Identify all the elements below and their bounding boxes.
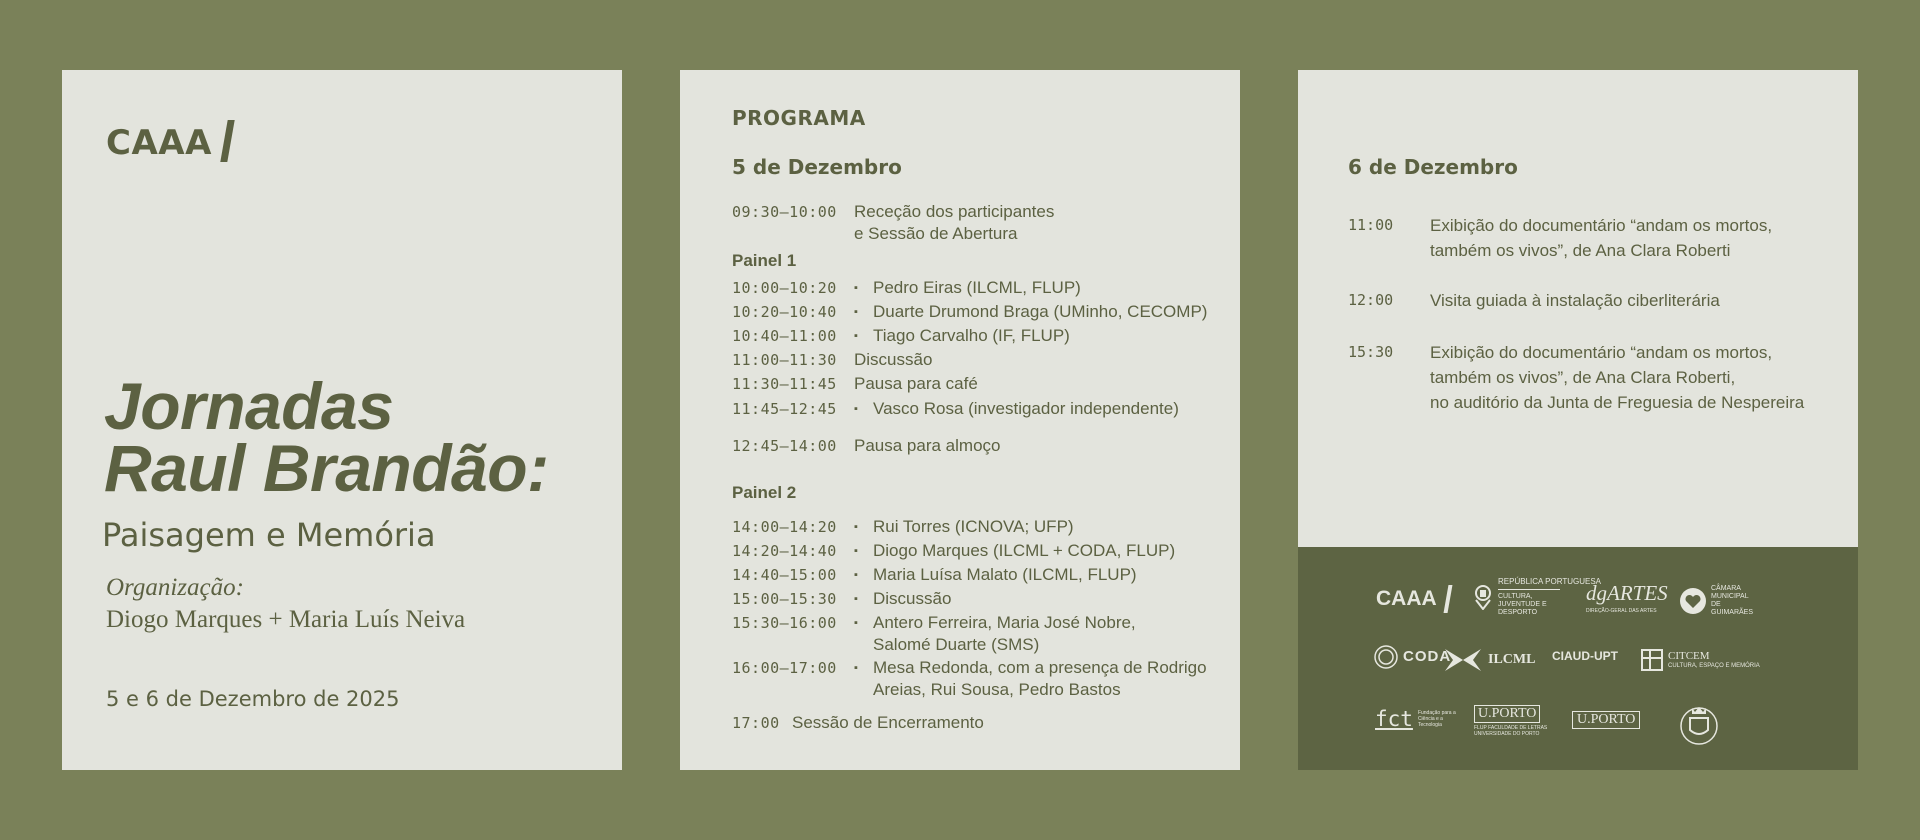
painel2-label: Painel 2 [732,483,797,502]
schedule-description [854,435,1000,457]
schedule-row [732,612,1136,654]
title-line-1: Jornadas [104,369,394,443]
schedule-time: 17:00 [732,714,780,732]
schedule-description [854,398,1179,420]
desc-line: e Sessão de Abertura [854,224,1018,243]
schedule-row [732,373,978,395]
schedule-description [1430,213,1772,263]
schedule-row [732,325,1070,347]
dgartes-sub: DIREÇÃO-GERAL DAS ARTES [1586,608,1657,614]
republica-text: REPÚBLICA PORTUGUESA [1498,577,1560,590]
schedule-description [854,277,1081,299]
schedule-time: 11:00 [1348,216,1394,234]
ilcml-text: ILCML [1488,652,1536,667]
caaa-slash-icon [220,120,234,162]
schedule-row-opening [732,201,1055,243]
desc-line: Receção dos participantes [854,202,1055,221]
schedule-time: 11:45–12:45 [732,400,837,418]
schedule-row [732,540,1176,562]
schedule-description [1430,340,1804,415]
desc-line: ▪ Discussão [873,589,952,608]
schedule-time: 11:30–11:45 [732,375,837,393]
flup-sub: FLUP FACULDADE DE LETRAS UNIVERSIDADE DO PORTO [1474,725,1548,737]
event-dates: 5 e 6 de Dezembro de 2025 [106,687,400,711]
painel1-label: Painel 1 [732,251,797,270]
schedule-time: 10:40–11:00 [732,327,837,345]
desc-line: Discussão [854,350,933,369]
coda-logo [1374,645,1452,669]
schedule-time: 15:00–15:30 [732,590,837,608]
desc-line: no auditório da Junta de Freguesia de Nespereira [1430,393,1805,412]
schedule-row [732,588,952,610]
cover-panel [62,70,622,770]
desc-line: Sessão de Encerramento [792,713,984,732]
organizers: Diogo Marques + Maria Luís Neiva [106,606,466,633]
schedule-description [1430,288,1720,313]
schedule-description [854,588,951,610]
ciaud-text: CIAUD-UPT [1552,649,1618,663]
program-heading: PROGRAMA [732,106,866,130]
caaa-sponsor-text: CAAA [1376,587,1437,610]
schedule-time: 14:40–15:00 [732,566,837,584]
desc-line: Pausa para café [854,374,978,393]
fct-text: fct [1375,707,1413,731]
desc-line: Areias, Rui Sousa, Pedro Bastos [873,680,1121,699]
desc-line: ▪ Vasco Rosa (investigador independente) [873,399,1179,418]
desc-line: ▪ Diogo Marques (ILCML + CODA, FLUP) [873,541,1176,560]
flup-logo [1474,705,1562,737]
desc-line: Pausa para almoço [854,436,1001,455]
fct-logo [1375,707,1460,731]
coat-of-arms-icon [1473,584,1493,610]
desc-line: também os vivos”, de Ana Clara Roberti [1430,241,1731,260]
caaa-logo-text: CAAA [106,123,212,163]
schedule-row-closing [732,712,984,734]
ilcml-logo [1443,647,1535,673]
dgartes-logo [1586,581,1668,615]
desc-line: Exibição do documentário “andam os mortos, [1430,216,1773,235]
desc-line: Salomé Duarte (SMS) [873,635,1040,654]
citcem-logo [1641,649,1760,671]
schedule-description [854,657,1207,701]
desc-line: ▪ Mesa Redonda, com a presença de Rodrigo [873,658,1207,677]
schedule-description [854,564,1137,586]
citcem-grid-icon [1641,649,1663,671]
schedule-row [732,564,1137,586]
schedule-time: 10:00–10:20 [732,279,837,297]
program-panel-day2 [1298,70,1858,770]
uporto-text: U.PORTO [1572,711,1640,729]
desc-line: ▪ Rui Torres (ICNOVA; UFP) [873,517,1074,536]
coda-text: CODA [1403,648,1452,665]
title-line-2: Raul Brandão: [104,431,549,505]
schedule-time: 09:30–10:00 [732,203,837,221]
schedule-time: 14:20–14:40 [732,542,837,560]
schedule-description [854,325,1070,347]
schedule-time: 14:00–14:20 [732,518,837,536]
schedule-description [854,201,1054,245]
desc-line: Exibição do documentário “andam os mortos, [1430,343,1773,362]
schedule-time: 16:00–17:00 [732,659,837,677]
camara-guimaraes-logo [1680,585,1759,617]
schedule-description [854,516,1074,538]
heart-icon [1680,588,1706,614]
schedule-description [854,540,1175,562]
organization-label: Organização: [106,574,244,601]
desc-line: ▪ Antero Ferreira, Maria José Nobre, [873,613,1136,632]
citcem-sub: CULTURA, ESPAÇO E MEMÓRIA [1668,663,1760,669]
desc-line: também os vivos”, de Ana Clara Roberti, [1430,368,1736,387]
schedule-time: 12:45–14:00 [732,437,837,455]
municipal-crest-logo [1678,702,1720,746]
day1-heading: 5 de Dezembro [732,155,902,179]
uporto-logo [1572,711,1640,729]
schedule-description [792,712,984,734]
schedule-row [732,301,1208,323]
sponsors-footer [1298,547,1858,770]
uporto-flup-text: U.PORTO [1474,705,1540,723]
desc-line: ▪ Tiago Carvalho (IF, FLUP) [873,326,1070,345]
schedule-row [732,516,1074,538]
program-panel-day1 [680,70,1240,770]
day2-heading: 6 de Dezembro [1348,155,1518,179]
caaa-slash-icon [1443,585,1452,613]
event-subtitle: Paisagem e Memória [102,516,436,554]
dgartes-text: dgARTES [1586,581,1668,605]
desc-line: ▪ Pedro Eiras (ILCML, FLUP) [873,278,1081,297]
republica-portuguesa-logo [1473,577,1601,617]
schedule-description [854,349,932,371]
caaa-logo [106,120,231,163]
schedule-description [854,612,1136,656]
ciaud-upt-logo [1552,649,1618,663]
camara-text: CÂMARA MUNICIPAL DE GUIMARÃES [1711,585,1754,616]
citcem-text: CITCEM [1668,650,1710,662]
schedule-time: 15:30–16:00 [732,614,837,632]
schedule-description [854,301,1207,323]
schedule-row [732,277,1081,299]
fct-sub: Fundação para a Ciência e a Tecnologia [1417,710,1456,728]
desc-line: ▪ Duarte Drumond Braga (UMinho, CECOMP) [873,302,1208,321]
coda-circles-icon [1374,645,1398,669]
schedule-description [854,373,978,395]
republica-sub: CULTURA, JUVENTUDE E DESPORTO [1498,593,1547,616]
event-title [104,369,549,505]
desc-line: Visita guiada à instalação ciberliterária [1430,291,1720,310]
ilcml-star-icon [1443,647,1483,673]
schedule-time: 12:00 [1348,291,1394,309]
schedule-row [732,657,1207,699]
schedule-time: 15:30 [1348,343,1394,361]
schedule-row [732,349,933,371]
municipal-crest-icon [1678,702,1720,746]
schedule-time: 10:20–10:40 [732,303,837,321]
schedule-time: 11:00–11:30 [732,351,837,369]
caaa-sponsor-logo [1376,585,1450,613]
schedule-row [732,398,1179,420]
schedule-row [732,435,1001,457]
desc-line: ▪ Maria Luísa Malato (ILCML, FLUP) [873,565,1137,584]
